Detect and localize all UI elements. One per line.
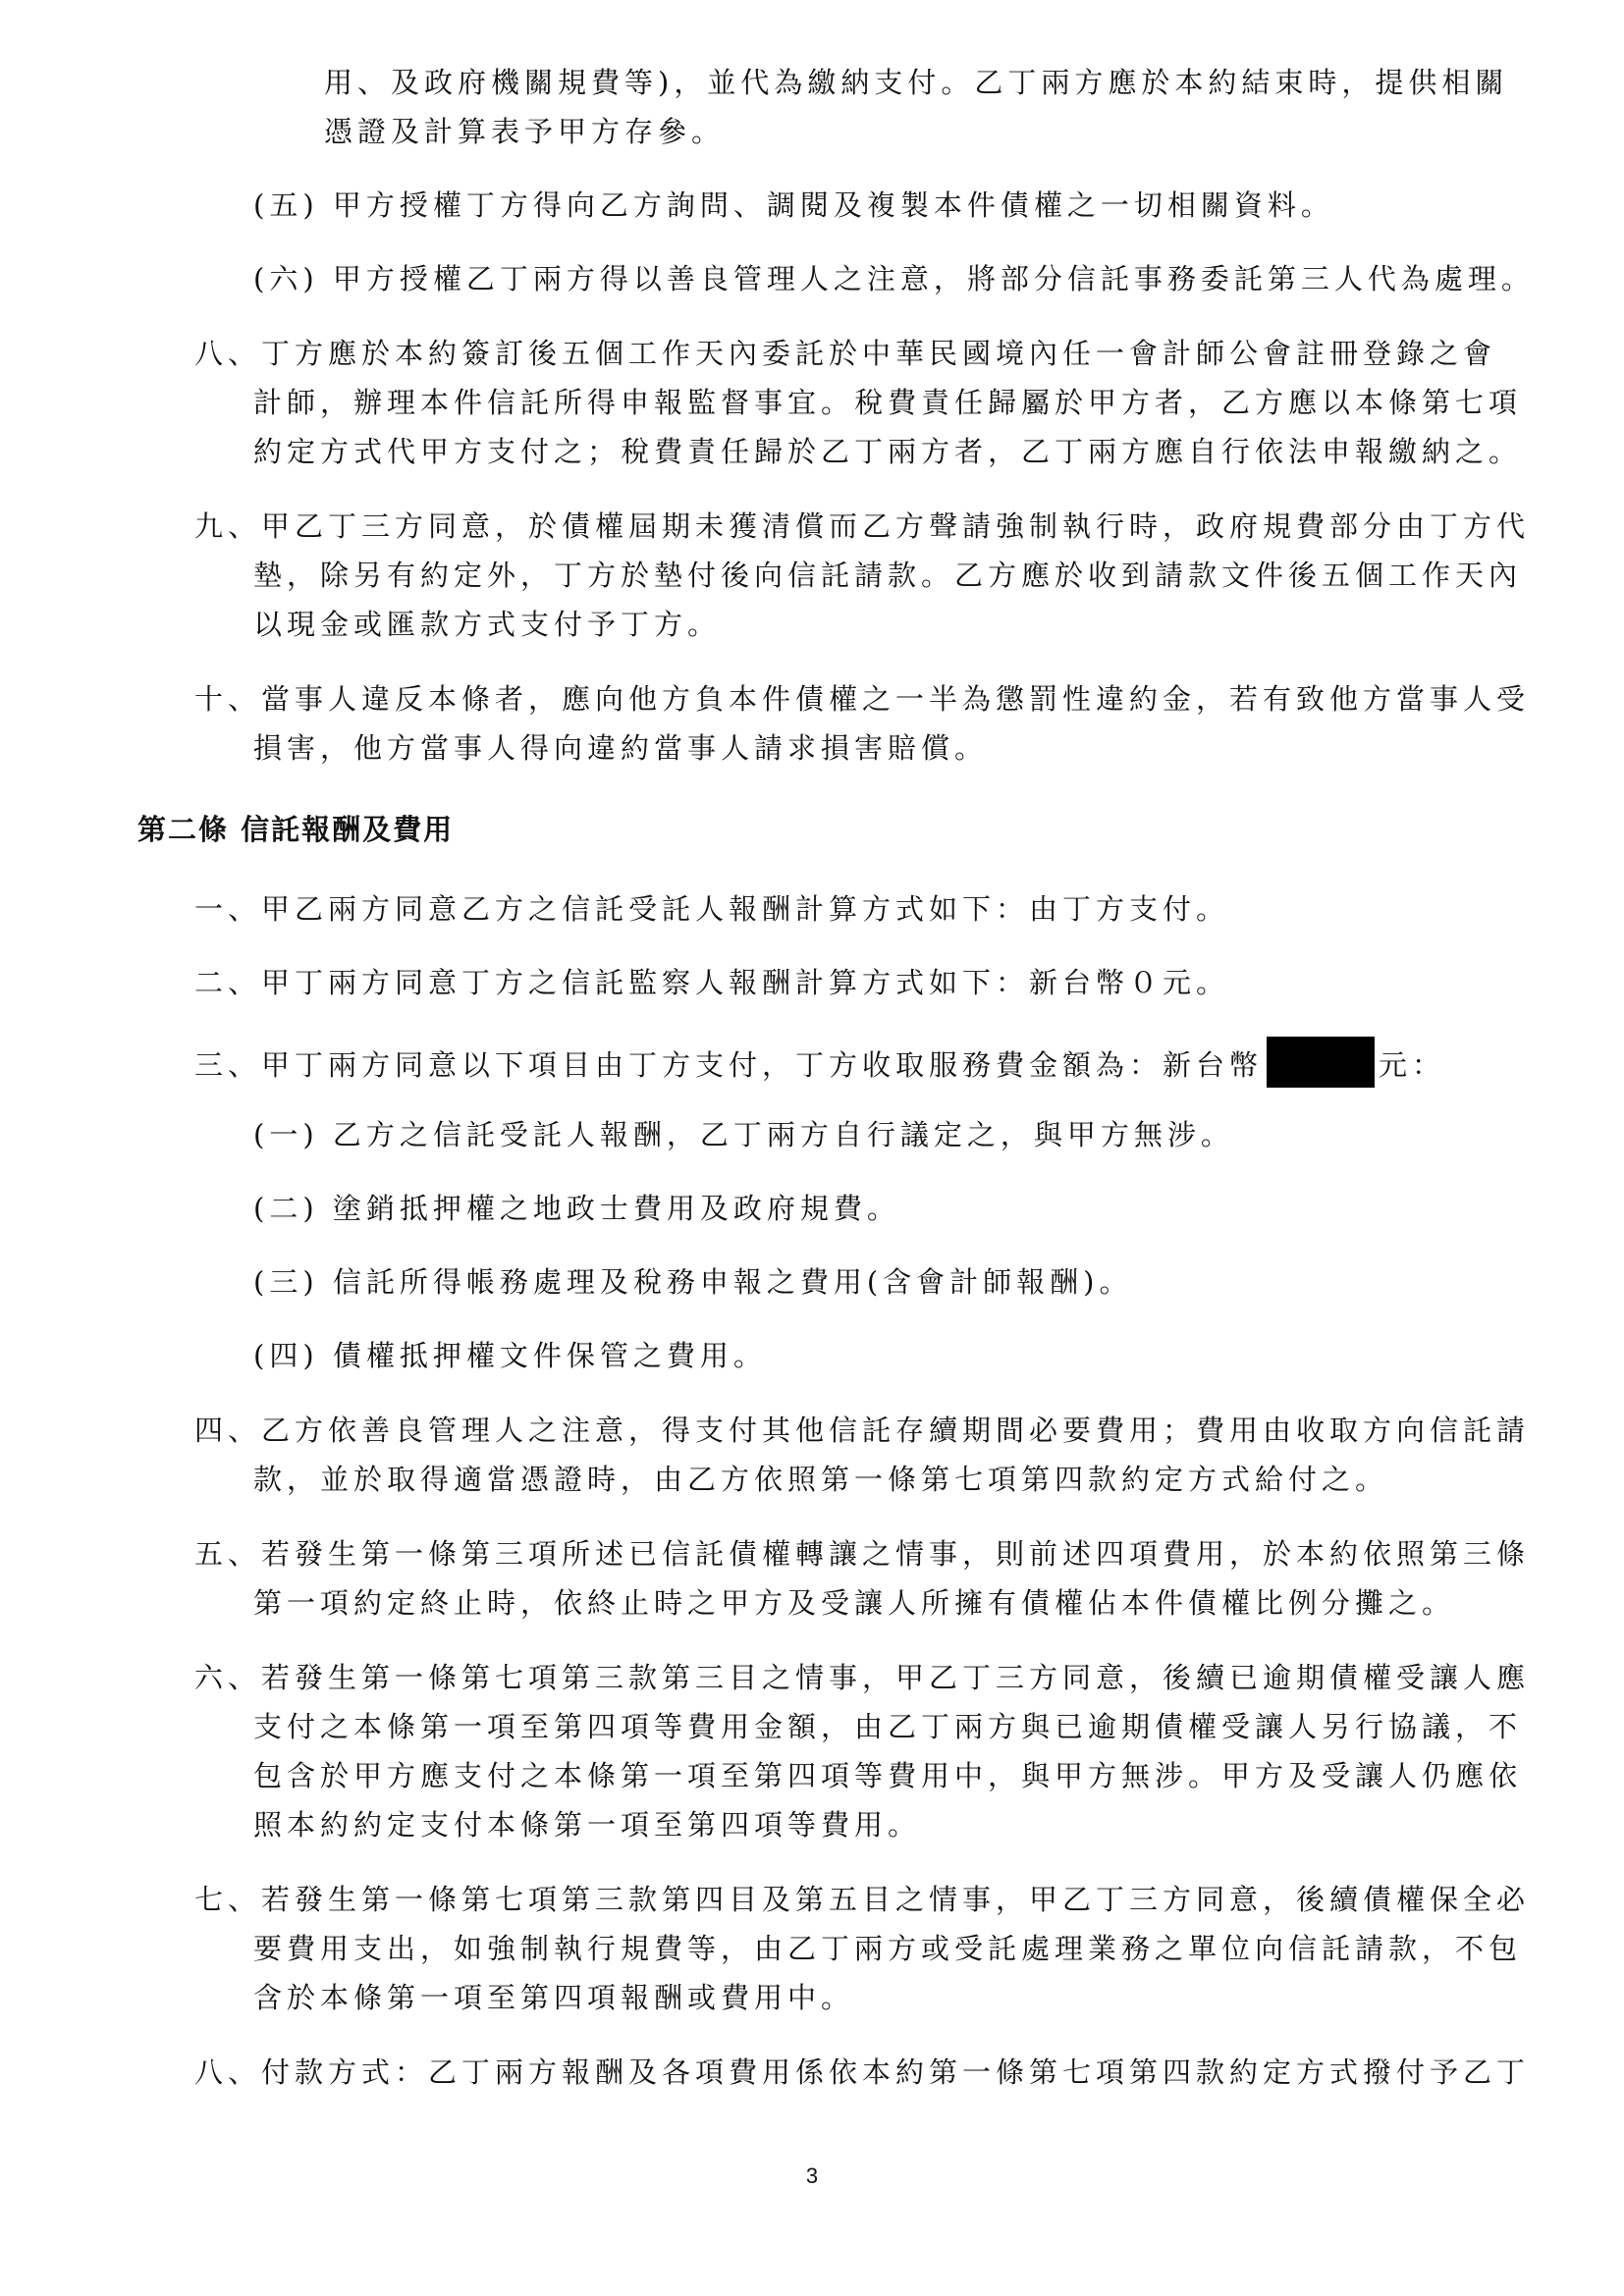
clause-item-continuation: 墊，除另有約定外，丁方於墊付後向信託請款。乙方應於收到請款文件後五個工作天內	[253, 559, 1523, 592]
clause-item-continuation: 第一項約定終止時，依終止時之甲方及受讓人所擁有債權佔本件債權比例分攤之。	[253, 1586, 1456, 1620]
clause-item: 八、付款方式：乙丁兩方報酬及各項費用係依本約第一條第七項第四款約定方式撥付予乙丁	[194, 2056, 1531, 2089]
paragraph-line: 用、及政府機關規費等)，並代為繳納支付。乙丁兩方應於本約結束時，提供相關	[324, 66, 1509, 99]
clause-item-continuation: 含於本條第一項至第四項報酬或費用中。	[253, 1981, 855, 2014]
paragraph-line: 憑證及計算表予甲方存參。	[324, 115, 726, 148]
clause-item-continuation: 約定方式代甲方支付之；稅費責任歸於乙丁兩方者，乙丁兩方應自行依法申報繳納之。	[253, 435, 1523, 468]
clause-item: 十、當事人違反本條者，應向他方負本件債權之一半為懲罰性違約金，若有致他方當事人受	[194, 682, 1531, 716]
clause-sub-item: (二) 塗銷抵押權之地政士費用及政府規費。	[253, 1192, 900, 1225]
clause-sub-item: (四) 債權抵押權文件保管之費用。	[253, 1339, 767, 1372]
clause-item-continuation: 照本約約定支付本條第一項至第四項等費用。	[253, 1808, 922, 1842]
clause-sub-item: (六) 甲方授權乙丁兩方得以善良管理人之注意，將部分信託事務委託第三人代為處理。	[253, 262, 1535, 295]
clause-sub-item: (一) 乙方之信託受託人報酬，乙丁兩方自行議定之，與甲方無涉。	[253, 1118, 1234, 1151]
redaction-box	[1267, 1037, 1375, 1088]
clause-item-with-redaction	[194, 1037, 1445, 1088]
clause-item-continuation: 以現金或匯款方式支付予丁方。	[253, 608, 722, 641]
clause-item: 一、甲乙兩方同意乙方之信託受託人報酬計算方式如下：由丁方支付。	[194, 892, 1230, 926]
clause-item-text: 元：	[1379, 1048, 1446, 1082]
clause-item: 九、甲乙丁三方同意，於債權屆期未獲清償而乙方聲請強制執行時，政府規費部分由丁方代	[194, 509, 1531, 543]
clause-item-continuation: 支付之本條第一項至第四項等費用金額，由乙丁兩方與已逾期債權受讓人另行協議，不	[253, 1710, 1523, 1743]
clause-item: 八、丁方應於本約簽訂後五個工作天內委託於中華民國境內任一會計師公會註冊登錄之會	[194, 337, 1497, 370]
clause-sub-item: (三) 信託所得帳務處理及稅務申報之費用(含會計師報酬)。	[253, 1265, 1133, 1299]
clause-item: 四、乙方依善良管理人之注意，得支付其他信託存續期間必要費用；費用由收取方向信託請	[194, 1414, 1531, 1447]
clause-item: 七、若發生第一條第七項第三款第四目及第五目之情事，甲乙丁三方同意，後續債權保全必	[194, 1883, 1531, 1916]
clause-item: 五、若發生第一條第三項所述已信託債權轉讓之情事，則前述四項費用，於本約依照第三條	[194, 1537, 1531, 1571]
page-number: 3	[805, 2163, 819, 2188]
clause-sub-item: (五) 甲方授權丁方得向乙方詢問、調閱及複製本件債權之一切相關資料。	[253, 188, 1334, 222]
clause-item-continuation: 要費用支出，如強制執行規費等，由乙丁兩方或受託處理業務之單位向信託請款，不包	[253, 1932, 1523, 1965]
section-heading: 第二條 信託報酬及費用	[137, 813, 455, 846]
clause-item-text: 三、甲丁兩方同意以下項目由丁方支付，丁方收取服務費金額為：新台幣	[194, 1048, 1264, 1082]
clause-item-continuation: 包含於甲方應支付之本條第一項至第四項等費用中，與甲方無涉。甲方及受讓人仍應依	[253, 1759, 1523, 1792]
clause-item: 六、若發生第一條第七項第三款第三目之情事，甲乙丁三方同意，後續已逾期債權受讓人應	[194, 1661, 1531, 1694]
clause-item-continuation: 計師，辦理本件信託所得申報監督事宜。稅費責任歸屬於甲方者，乙方應以本條第七項	[253, 386, 1523, 419]
clause-item-continuation: 損害，他方當事人得向違約當事人請求損害賠償。	[253, 731, 989, 765]
clause-item: 二、甲丁兩方同意丁方之信託監察人報酬計算方式如下：新台幣０元。	[194, 966, 1230, 999]
clause-item-continuation: 款，並於取得適當憑證時，由乙方依照第一條第七項第四款約定方式給付之。	[253, 1463, 1389, 1496]
